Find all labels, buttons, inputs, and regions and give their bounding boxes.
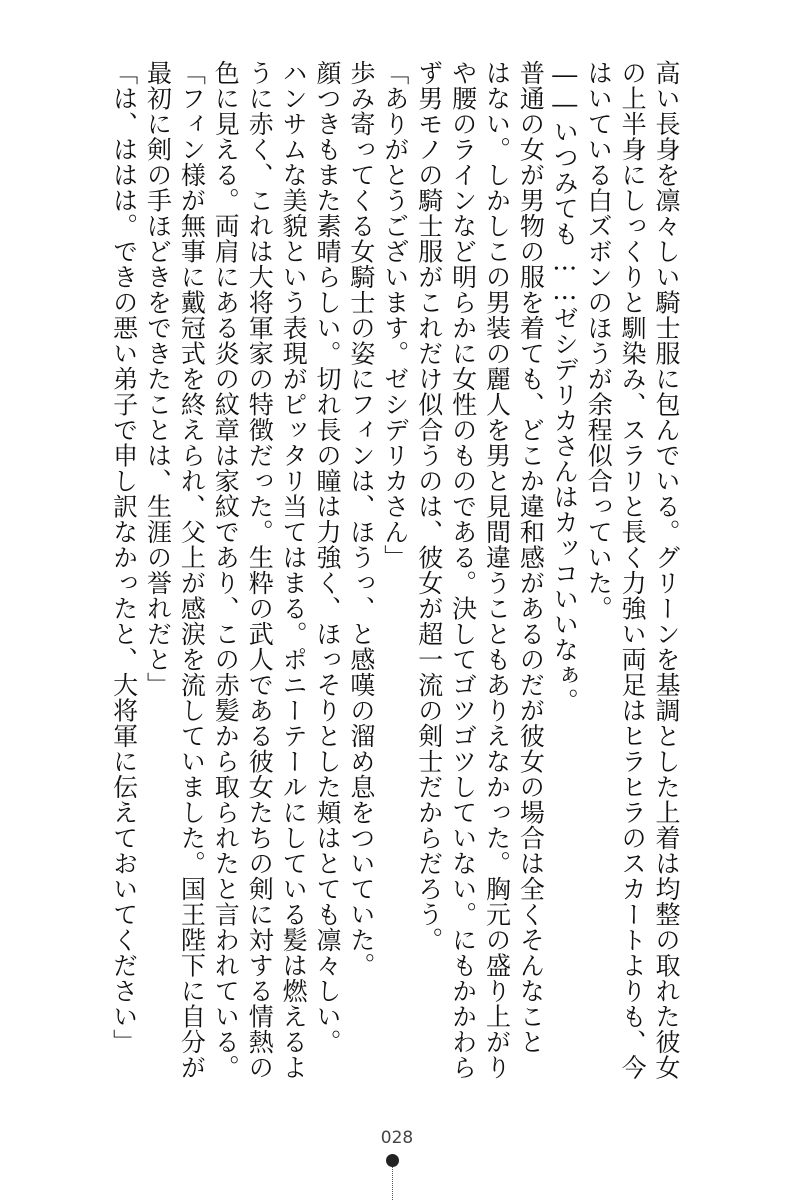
text-column-16: 最初に剣の手ほどきをできたことは、生涯の誉れだと」	[143, 60, 173, 698]
ornament-dotted-line	[392, 1167, 394, 1200]
text-column-13: うに赤く、これは大将軍家の特徴だった。生粋の武人である彼女たちの剣に対する情熱の	[245, 60, 275, 1080]
text-column-4: ――いつみても……ゼシデリカさんはカッコいいなぁ。	[550, 60, 580, 714]
text-column-14: 色に見える。両肩にある炎の紋章は家紋であり、この赤髪から取られたと言われている。	[211, 60, 241, 1080]
text-column-5: 普通の女が男物の服を着ても、どこか違和感があるのだが彼女の場合は全くそんなこと	[516, 60, 546, 1055]
text-column-6: はない。しかしこの男装の麗人を男と見間違うこともありえなかった。胸元の盛り上がり	[482, 60, 512, 1080]
text-column-10: 歩み寄ってくる女騎士の姿にフィンは、ほうっ、と感嘆の溜め息をついていた。	[346, 60, 376, 978]
text-column-9: 「ありがとうございます。ゼシデリカさん」	[380, 60, 410, 570]
text-column-8: ず男モノの騎士服がこれだけ似合うのは、彼女が超一流の剣士だからだろう。	[414, 60, 444, 953]
page-ornament	[386, 1154, 400, 1200]
text-column-15: 「フィン様が無事に戴冠式を終えられ、父上が感涙を流していました。国王陛下に自分が	[177, 60, 207, 1080]
text-column-11: 顔つきもまた素晴らしい。切れ長の瞳は力強く、ほっそりとした頬はとても凛々しい。	[313, 60, 342, 1055]
text-column-12: ハンサムな美貌という表現がピッタリ当てはまる。ポニーテールにしている髪は燃えるよ	[279, 60, 309, 1080]
page-number: 028	[380, 1128, 414, 1148]
ornament-dot	[386, 1154, 399, 1167]
text-column-2: の上半身にしっくりと馴染み、スラリと長く力強い両足はヒラヒラのスカートよりも、今	[618, 60, 648, 1080]
text-column-3: はいている白ズボンのほうが余程似合っていた。	[584, 60, 614, 621]
text-column-17: 「は、ははは。できの悪い弟子で申し訳なかったと、大将軍に伝えておいてください」	[109, 60, 139, 1055]
text-column-7: や腰のラインなど明らかに女性のものである。決してゴツゴツしていない。にもかかわら	[448, 60, 478, 1080]
text-column-1: 高い長身を凛々しい騎士服に包んでいる。グリーンを基調とした上着は均整の取れた彼女	[652, 60, 681, 1080]
